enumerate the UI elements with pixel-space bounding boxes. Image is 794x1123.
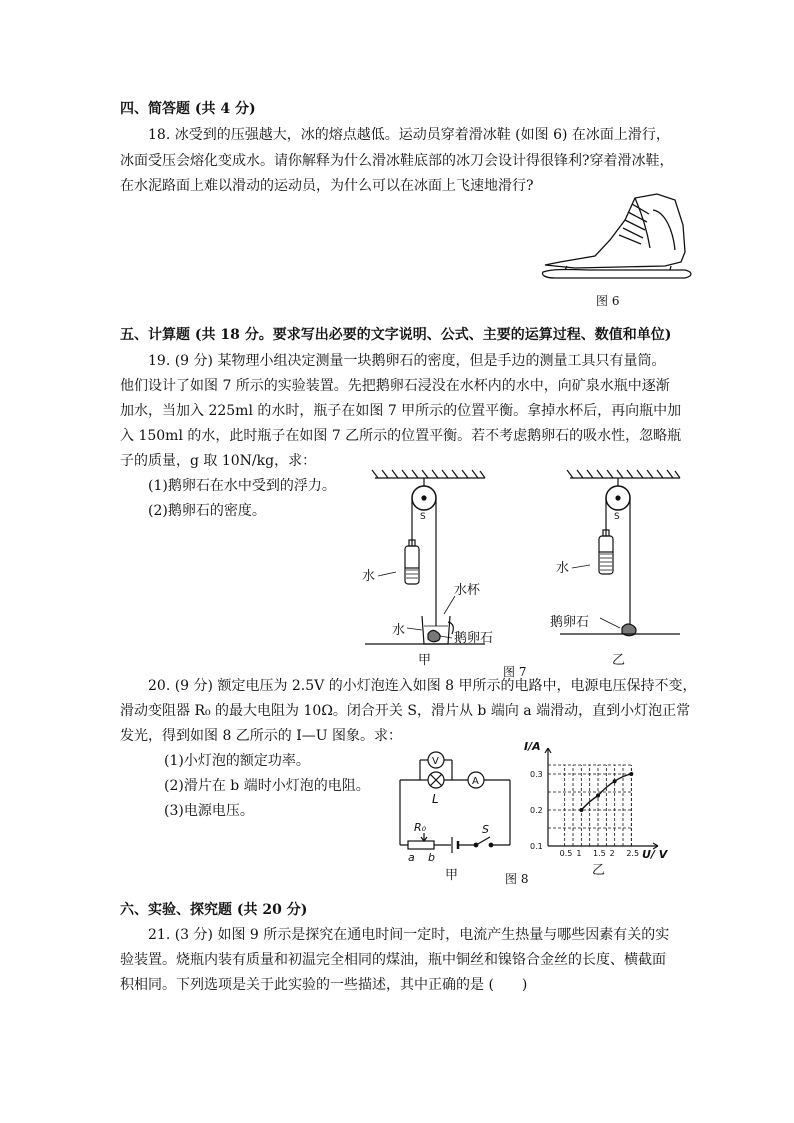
graph-point-0-0 bbox=[579, 808, 583, 812]
fig7a-water-cup-label: 水 bbox=[392, 623, 406, 638]
figure-7-pulley-setup bbox=[360, 468, 700, 668]
q20-line-3: 发光，得到如图 8 乙所示的 I—U 图象。求： bbox=[120, 728, 403, 744]
q21-line-3: 积相同。下列选项是关于此实验的一些描述，其中正确的是 ( ) bbox=[120, 977, 528, 993]
q20-sub-2: (2)滑片在 b 端时小灯泡的电阻。 bbox=[164, 778, 370, 794]
q19-line-5: 子的质量，g 取 10N/kg，求： bbox=[120, 453, 317, 469]
fig7b-stone-label: 鹅卵石 bbox=[550, 615, 590, 630]
section-4-heading: 四、简答题 (共 4 分) bbox=[120, 101, 256, 117]
q21-line-1: 21. (3 分) 如图 9 所示是探究在通电时间一定时，电流产生热量与哪些因素有关的实 bbox=[148, 927, 670, 943]
fig7a-stone-label: 鹅卵石 bbox=[454, 631, 494, 646]
graph-point-0-2 bbox=[613, 779, 617, 783]
q19-line-1: 19. (9 分) 某物理小组决定测量一块鹅卵石的密度，但是手边的测量工具只有量筒。 bbox=[148, 353, 666, 369]
fig7b-hook-label: S bbox=[614, 512, 620, 522]
q20-line-1: 20. (9 分) 额定电压为 2.5V 的小灯泡连入如图 8 甲所示的电路中，电源电压保持不变， bbox=[148, 678, 697, 694]
fig7a-panel-label: 甲 bbox=[418, 653, 432, 668]
fig7a-hook-label: S bbox=[420, 512, 426, 522]
fig7b-water-label: 水 bbox=[556, 561, 570, 576]
fig7a-cup-label: 水杯 bbox=[454, 583, 481, 598]
figure-8-iu-graph bbox=[520, 740, 680, 880]
graph-x-tick-3: 2 bbox=[609, 849, 615, 858]
ammeter-label: A bbox=[472, 776, 479, 787]
figure-6-caption: 图 6 bbox=[596, 294, 620, 308]
q19-sub-1: (1)鹅卵石在水中受到的浮力。 bbox=[148, 478, 336, 494]
graph-x-tick-4: 2.5 bbox=[626, 849, 640, 858]
graph-y-tick-1: 0.2 bbox=[530, 806, 543, 815]
q19-sub-2: (2)鹅卵石的密度。 bbox=[148, 503, 266, 519]
q19-line-3: 加水，当加入 225ml 的水时，瓶子在如图 7 甲所示的位置平衡。拿掉水杯后，再向瓶中加 bbox=[120, 403, 682, 419]
q18-line-3: 在水泥路面上难以滑动的运动员，为什么可以在冰面上飞速地滑行? bbox=[120, 178, 534, 194]
q19-line-4: 入 150ml 的水，此时瓶子在如图 7 乙所示的位置平衡。若不考虑鹅卵石的吸水性，忽略瓶 bbox=[120, 428, 682, 444]
figure-7-caption: 图 7 bbox=[503, 665, 527, 679]
lamp-label: L bbox=[432, 792, 439, 806]
section-5-heading: 五、计算题 (共 18 分。要求写出必要的文字说明、公式、主要的运算过程、数值和单位) bbox=[120, 327, 672, 343]
figure-8-caption: 图 8 bbox=[505, 872, 529, 886]
rheostat-label: R₀ bbox=[414, 821, 427, 834]
graph-y-tick-0: 0.1 bbox=[530, 842, 543, 851]
graph-y-tick-2: 0.3 bbox=[530, 770, 543, 779]
q19-line-2: 他们设计了如图 7 所示的实验装置。先把鹅卵石浸没在水杯内的水中，向矿泉水瓶中逐渐 bbox=[120, 378, 670, 394]
switch-label: S bbox=[482, 823, 489, 836]
rheostat-end-b: b bbox=[428, 851, 435, 864]
rheostat-end-a: a bbox=[408, 851, 415, 864]
graph-point-0-1 bbox=[596, 794, 600, 798]
graph-x-tick-1: 1 bbox=[576, 849, 582, 858]
graph-panel-label: 乙 bbox=[592, 863, 606, 878]
graph-x-tick-0: 0.5 bbox=[559, 849, 573, 858]
q20-line-2: 滑动变阻器 R₀ 的最大电阻为 10Ω。闭合开关 S，滑片从 b 端向 a 端滑动，直到小灯泡正常 bbox=[120, 703, 691, 719]
circuit-panel-label: 甲 bbox=[445, 868, 459, 883]
q18-line-1: 18. 冰受到的压强越大，冰的熔点越低。运动员穿着滑冰鞋 (如图 6) 在冰面上滑行， bbox=[148, 127, 670, 143]
section-6-heading: 六、实验、探究题 (共 20 分) bbox=[120, 902, 308, 918]
q20-sub-1: (1)小灯泡的额定功率。 bbox=[164, 753, 310, 769]
graph-point-0-3 bbox=[629, 772, 633, 776]
fig7b-panel-label: 乙 bbox=[612, 653, 626, 668]
q18-line-2: 冰面受压会熔化变成水。请你解释为什么滑冰鞋底部的冰刀会设计得很锋利?穿着滑冰鞋， bbox=[120, 153, 674, 169]
q20-sub-3: (3)电源电压。 bbox=[164, 803, 254, 819]
graph-y-axis-label: I/A bbox=[524, 740, 541, 753]
ice-skate-figure bbox=[535, 190, 695, 290]
q21-line-2: 验装置。烧瓶内装有质量和初温完全相同的煤油，瓶中铜丝和镍铬合金丝的长度、横截面 bbox=[120, 952, 666, 968]
graph-x-tick-2: 1.5 bbox=[593, 849, 606, 858]
fig7a-water-bottle-label: 水 bbox=[362, 569, 376, 584]
figure-8-circuit bbox=[390, 745, 520, 885]
graph-x-axis-label: U/ V bbox=[642, 848, 668, 861]
voltmeter-label: V bbox=[432, 756, 439, 767]
